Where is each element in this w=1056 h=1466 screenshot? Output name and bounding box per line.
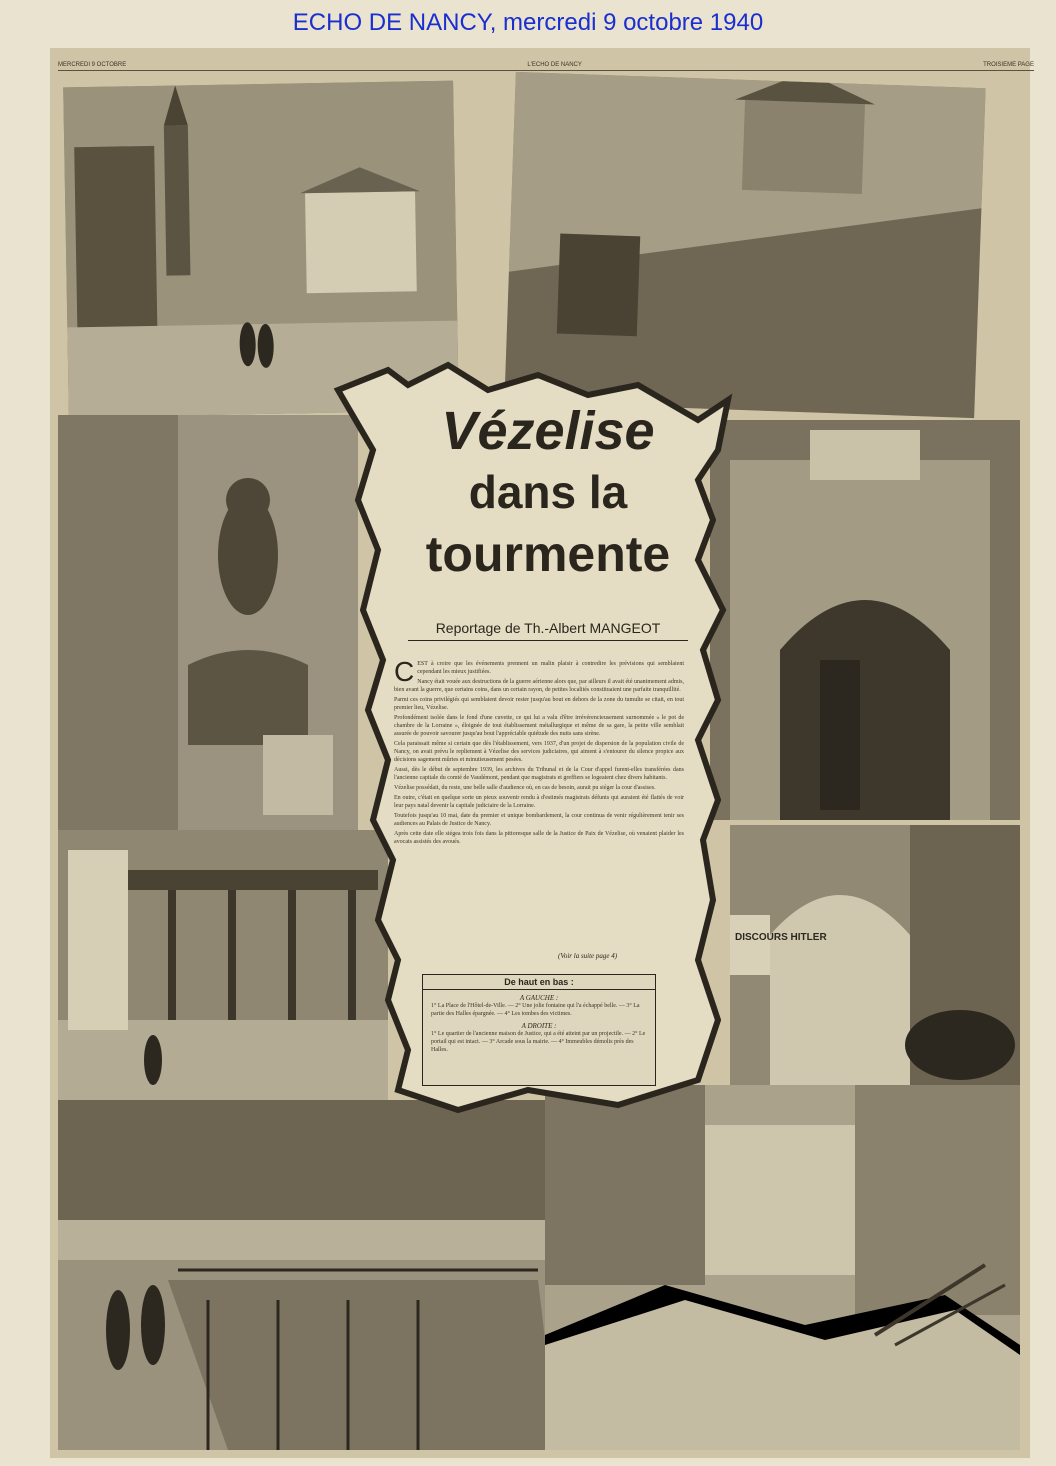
article-paragraph: Vézelise possédait, du reste, une belle salle d'audience où, en cas de besoin, aurait pu siéger la cour d'assises. bbox=[394, 785, 656, 791]
article-paragraph: Aussi, dès le début de septembre 1939, les archives du Tribunal et de la Cour d'appel furent-elles transférées dans l'ancienne capitale du comté de Vaudémont, pendant que magistrats et greffiers se logeaient chez divers habitants. bbox=[394, 767, 684, 781]
article-title-line1: Vézelise bbox=[441, 401, 655, 461]
sign-discours-hitler: DISCOURS HITLER bbox=[735, 932, 827, 943]
article-paragraph: En outre, c'était en quelque sorte un pieux souvenir rendu à d'estimés magistrats défunts qui auraient été flattés de voir leur pays natal devenir la capitale judiciaire de la Lorraine. bbox=[394, 795, 684, 809]
article-paragraph: Toutefois jusqu'au 10 mai, date du premier et unique bombardement, la cour continua de venir régulièrement tenir ses audiences au Palais de Justice de Nancy. bbox=[394, 813, 684, 827]
header-left: MERCREDI 9 OCTOBRE bbox=[58, 62, 127, 68]
article-continued-note: (Voir la suite page 4) bbox=[558, 952, 618, 960]
article-paragraph: Cela paraissait même si certain que dès l'établissement, vers 1937, d'un projet de dispersion de la population civile de Nancy, on avait prévu le repliement à Vézelise des services judiciaires, qui aiment à s'entourer du silence propice aux décisions sagement mûries et minutieusement pesées. bbox=[394, 741, 684, 763]
legend-right-text: 1° Le quartier de l'ancienne maison de Justice, qui a été atteint par un projectile. — 2° Le portail qui est intact. — 3° Arcade sous la mairie. — 4° Immeubles démolis près des Halles. bbox=[431, 1031, 646, 1053]
article-paragraph: EST à croire que les événements prennent un malin plaisir à contredire les prévisions qui semblaient cependant les mieux justifiées. bbox=[417, 661, 684, 675]
article-paragraph: Profondément isolée dans le fond d'une cuvette, ce qui lui a valu d'être irrévérencieusement surnommée « le pot de chambre de la Lorraine », éloignée de tout établissement métallurgique et même de sa gare, la petite ville semblait assurée de pouvoir savourer jusqu'au bout l'appréciable quiétude des nuits sans sirène. bbox=[394, 715, 684, 737]
article-panel bbox=[318, 360, 748, 1120]
legend-heading: De haut en bas : bbox=[423, 975, 655, 990]
newspaper-header bbox=[58, 62, 1034, 71]
article-dropcap: C bbox=[394, 656, 415, 687]
photo-fountain-statue bbox=[58, 415, 358, 835]
photo-legend-box bbox=[422, 974, 656, 1086]
article-paragraph: Parmi ces coins privilégiés qui semblaient devoir rester jusqu'au bout en dehors de la zone du tumulte se citait, en tout premier lieu, Vézelise. bbox=[394, 697, 684, 711]
article-title-line2: dans la bbox=[468, 466, 628, 518]
legend-left-title: A GAUCHE : bbox=[519, 994, 559, 1002]
photo-stone-portal bbox=[710, 420, 1020, 820]
article-paragraph: Nancy était vouée aux destructions de la guerre aérienne alors que, par ailleurs il avait été unanimement admis, bien avant la guerre, que certains coins, dans un certain rayon, de petites localités constituaient une parfaite tranquillité. bbox=[394, 679, 684, 693]
article-paragraph: Après cette date elle siégea trois fois dans la pittoresque salle de la Justice de Paix de Vézelise, où venaient plaider les avocats assistés des avoués. bbox=[394, 831, 684, 845]
page-caption: ECHO DE NANCY, mercredi 9 octobre 1940 bbox=[292, 9, 764, 36]
header-right: TROISIEME PAGE bbox=[983, 62, 1034, 68]
photo-archway bbox=[730, 825, 1020, 1085]
legend-right-title: A DROITE : bbox=[521, 1022, 557, 1030]
article-title-line3: tourmente bbox=[425, 526, 671, 582]
article-body bbox=[394, 656, 684, 848]
photo-cemetery-graves bbox=[58, 1100, 558, 1450]
header-center: L'ECHO DE NANCY bbox=[527, 62, 582, 68]
article-byline: Reportage de Th.-Albert MANGEOT bbox=[408, 620, 688, 641]
legend-left-text: 1° La Place de l'Hôtel-de-Ville. — 2° Une jolie fontaine qui l'a échappé belle. — 3° La partie des Halles épargnée. — 4° Les tombes des victimes. bbox=[431, 1003, 640, 1017]
photo-ruined-buildings bbox=[545, 1085, 1020, 1450]
